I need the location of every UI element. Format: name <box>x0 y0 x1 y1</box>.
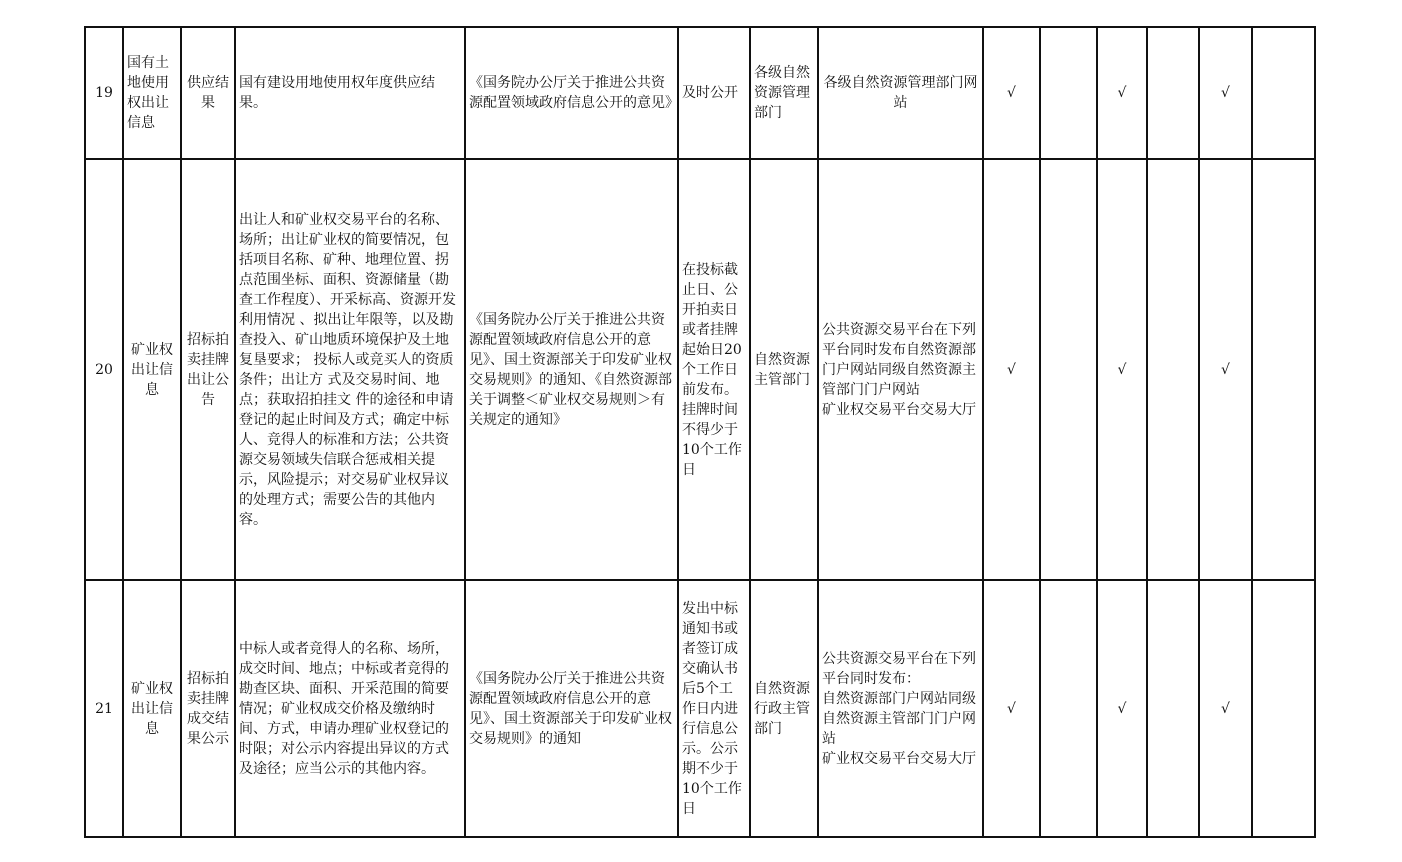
disclosure-subject: 各级自然资源管理部门 <box>750 27 818 159</box>
disclosure-timeframe: 发出中标通知书或者签订成交确认书后5个工作日内进行信息公示。公示期不少于10个工作日 <box>678 580 750 837</box>
check-mark-1: √ <box>983 580 1040 837</box>
disclosure-subject: 自然资源主管部门 <box>750 159 818 580</box>
disclosure-channel: 公共资源交易平台在下列平台同时发布自然资源部门户网站同级自然资源主管部门门户网站 矿业权交易平台交易大厅 <box>818 159 983 580</box>
check-mark-5: √ <box>1199 27 1252 159</box>
check-mark-3: √ <box>1097 580 1147 837</box>
info-category: 国有土地使用权出让信息 <box>123 27 181 159</box>
check-mark-6 <box>1252 159 1315 580</box>
info-subtype: 供应结果 <box>181 27 235 159</box>
disclosure-timeframe: 及时公开 <box>678 27 750 159</box>
check-mark-4 <box>1147 27 1199 159</box>
disclosure-content: 中标人或者竞得人的名称、场所，成交时间、地点；中标或者竞得的勘查区块、面积、开采范围的简要情况；矿业权成交价格及缴纳时间、方式，申请办理矿业权登记的时限；对公示内容提出异议的方式及途径；应当公示的其他内容。 <box>235 580 465 837</box>
disclosure-channel: 公共资源交易平台在下列平台同时发布： 自然资源部门户网站同级自然资源主管部门门户网站 矿业权交易平台交易大厅 <box>818 580 983 837</box>
info-category: 矿业权出让信息 <box>123 580 181 837</box>
check-mark-3: √ <box>1097 27 1147 159</box>
table-row <box>85 159 1315 580</box>
info-subtype: 招标拍卖挂牌出让公告 <box>181 159 235 580</box>
row-number: 20 <box>85 159 123 580</box>
check-mark-5: √ <box>1199 580 1252 837</box>
disclosure-content: 出让人和矿业权交易平台的名称、场所；出让矿业权的简要情况，包括项目名称、矿种、地理位置、拐点范围坐标、面积、资源储量（勘查工作程度）、开采标高、资源开发利用情况 、拟出让年限等，以及勘查投入、矿山地质环境保护及土地复垦要求； 投标人或竞买人的资质条件；出让方 式及交易时间、地点；获取招拍挂文 件的途径和申请登记的起止时间及方式；确定中标人、竞得人的标准和方法；公共资源交易领域失信联合惩戒相关提示，风险提示；对交易矿业权异议的处理方式；需要公告的其他内容。 <box>235 159 465 580</box>
disclosure-basis: 《国务院办公厅关于推进公共资源配置领域政府信息公开的意见》、国土资源部关于印发矿业权交易规则》的通知 <box>465 580 678 837</box>
disclosure-timeframe: 在投标截止日、公开拍卖日或者挂牌起始日20个工作日前发布。挂牌时间不得少于10个工作日 <box>678 159 750 580</box>
info-subtype: 招标拍卖挂牌成交结果公示 <box>181 580 235 837</box>
check-mark-6 <box>1252 580 1315 837</box>
disclosure-table <box>84 26 1316 838</box>
check-mark-2 <box>1040 580 1097 837</box>
table-row <box>85 580 1315 837</box>
row-number: 21 <box>85 580 123 837</box>
check-mark-4 <box>1147 580 1199 837</box>
check-mark-2 <box>1040 27 1097 159</box>
check-mark-6 <box>1252 27 1315 159</box>
check-mark-2 <box>1040 159 1097 580</box>
info-category: 矿业权出让信息 <box>123 159 181 580</box>
disclosure-basis: 《国务院办公厅关于推进公共资源配置领域政府信息公开的意见》、国土资源部关于印发矿业权交易规则》的通知、《自然资源部关于调整＜矿业权交易规则＞有关规定的通知》 <box>465 159 678 580</box>
disclosure-content: 国有建设用地使用权年度供应结果。 <box>235 27 465 159</box>
check-mark-5: √ <box>1199 159 1252 580</box>
check-mark-1: √ <box>983 159 1040 580</box>
disclosure-channel: 各级自然资源管理部门网站 <box>818 27 983 159</box>
table-row <box>85 27 1315 159</box>
check-mark-3: √ <box>1097 159 1147 580</box>
disclosure-subject: 自然资源行政主管部门 <box>750 580 818 837</box>
check-mark-4 <box>1147 159 1199 580</box>
row-number: 19 <box>85 27 123 159</box>
check-mark-1: √ <box>983 27 1040 159</box>
disclosure-basis: 《国务院办公厅关于推进公共资源配置领域政府信息公开的意见》 <box>465 27 678 159</box>
